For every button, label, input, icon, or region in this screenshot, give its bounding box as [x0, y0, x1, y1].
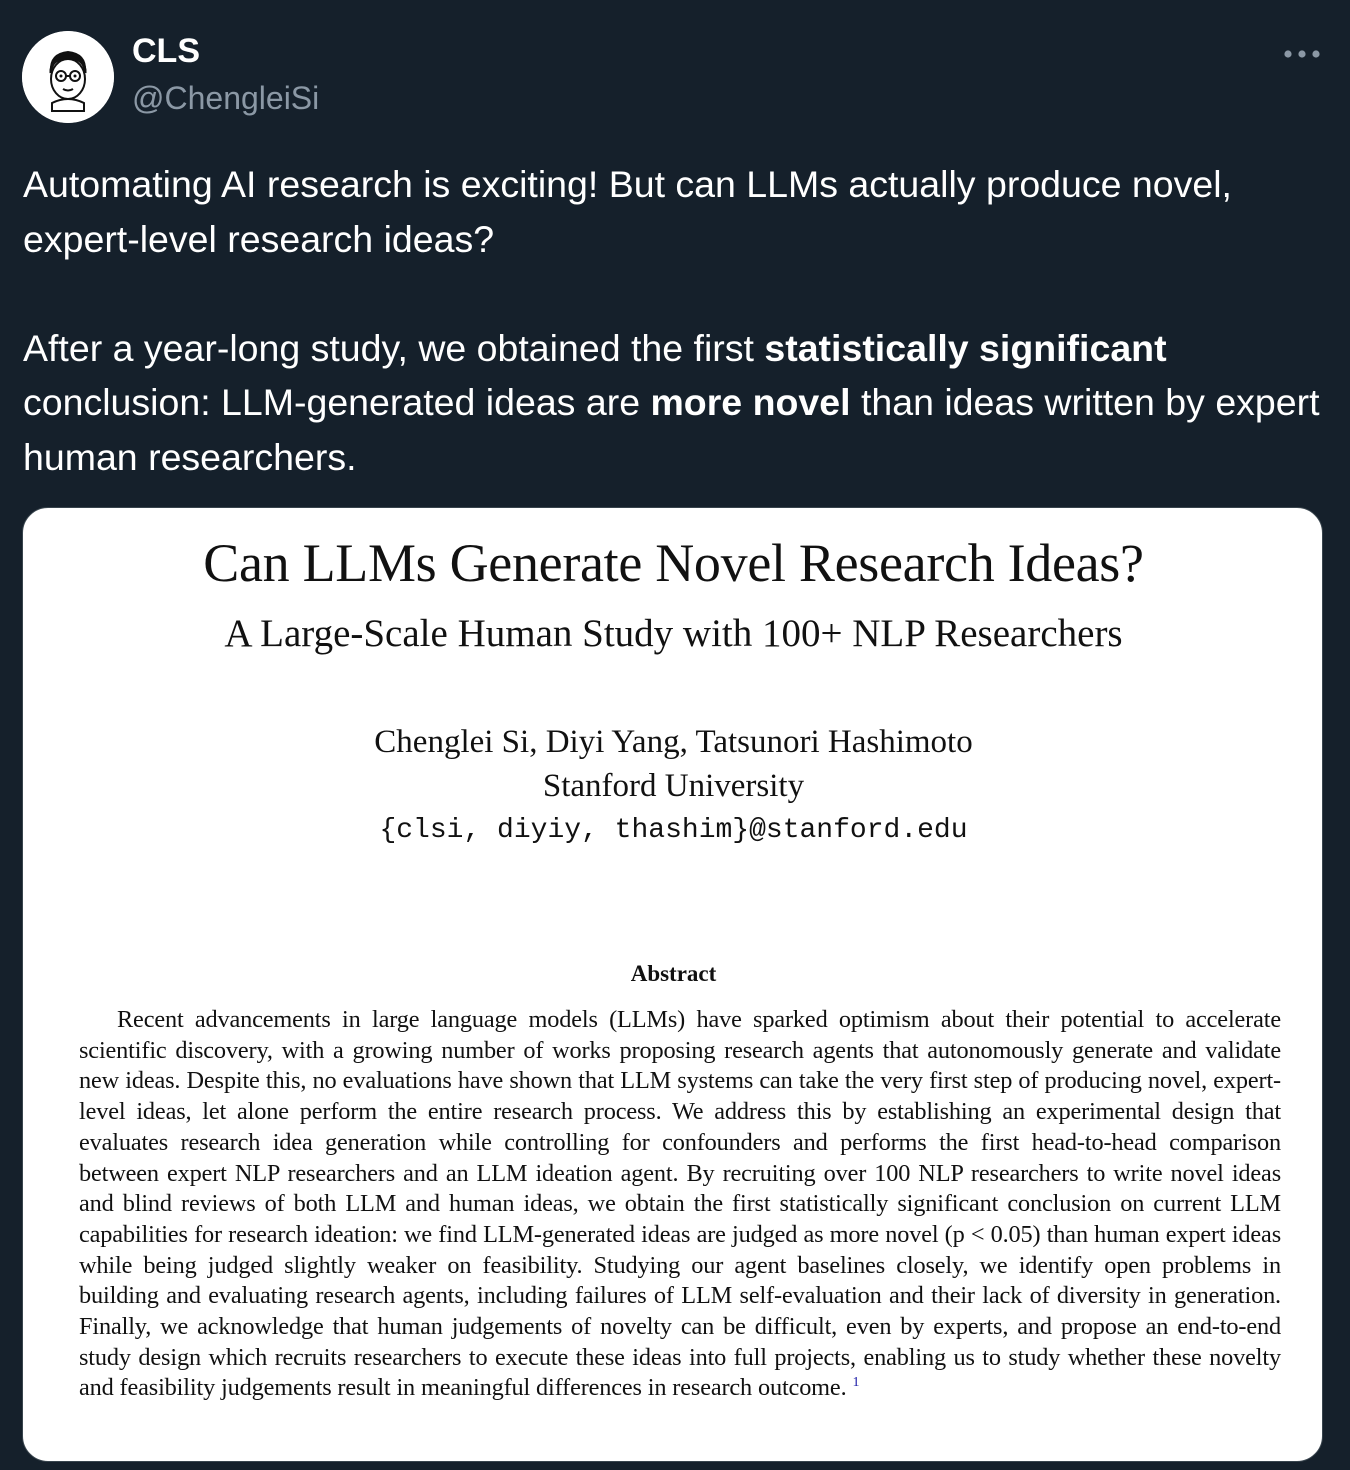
more-horizontal-icon — [1278, 36, 1326, 72]
paper-subtitle: A Large-Scale Human Study with 100+ NLP Researchers — [224, 612, 1123, 655]
tweet-text-segment: conclusion: LLM-generated ideas are — [23, 381, 651, 423]
tweet-bold-segment: more novel — [650, 381, 851, 423]
tweet-media-image[interactable] — [22, 507, 1323, 1462]
tweet-text — [23, 157, 1333, 484]
tweet-text-segment: After a year-long study, we obtained the first — [23, 326, 765, 369]
abstract-text — [79, 1005, 1281, 1404]
paper-authors: Chenglei Si, Diyi Yang, Tatsunori Hashimoto — [374, 724, 973, 760]
tweet-paragraph-2 — [23, 321, 1333, 485]
paper-affiliation: Stanford University — [542, 768, 805, 804]
tweet-header — [0, 0, 1350, 130]
display-name[interactable]: CLS — [132, 32, 200, 70]
paper-title: Can LLMs Generate Novel Research Ideas? — [203, 533, 1144, 593]
more-options-button[interactable] — [1278, 36, 1326, 72]
footnote-marker[interactable]: 1 — [852, 1375, 860, 1391]
paper-emails: {clsi, diyiy, thashim}@stanford.edu — [379, 815, 968, 846]
avatar-cartoon-icon — [22, 31, 114, 123]
tweet-bold-segment: statistically significant — [764, 326, 1167, 369]
user-handle[interactable]: @ChengleiSi — [132, 80, 320, 116]
tweet-text-segment: than ideas written by expert human researchers. — [23, 381, 1320, 478]
tweet-paragraph-1: Automating AI research is exciting! But can LLMs actually produce novel, expert-level research ideas? — [23, 163, 1232, 260]
avatar[interactable] — [22, 31, 114, 123]
paper-screenshot — [23, 508, 1323, 1462]
abstract-heading: Abstract — [630, 961, 717, 986]
abstract-body-text: Recent advancements in large language models (LLMs) have sparked optimism about their potential to accelerate scientific discovery, with a growing number of works proposing research agents that autonomously generate and validate new ideas. Despite this, no evaluations have shown that LLM systems can take the very first step of producing novel, expert-level ideas, let alone perform the entire research process. We address this by establishing an experimental design that evaluates research idea generation while controlling for confounders and performs the first head-to-head comparison between expert NLP researchers and an LLM ideation agent. By recruiting over 100 NLP researchers to write novel ideas and blind reviews of both LLM and human ideas, we obtain the first statistically significant conclusion on current LLM capabilities for research ideation: we find LLM-generated ideas are judged as more novel (p < 0.05) than human expert ideas while being judged slightly weaker on feasibility. Studying our agent baselines closely, we identify open problems in building and evaluating research agents, including failures of LLM self-evaluation and their lack of diversity in generation. Finally, we acknowledge that human judgements of novelty can be difficult, even by experts, and propose an end-to-end study design which recruits researchers to execute these ideas into full projects, enabling us to study whether these novelty and feasibility judgements result in meaningful differences in research outcome. — [79, 1006, 1281, 1402]
